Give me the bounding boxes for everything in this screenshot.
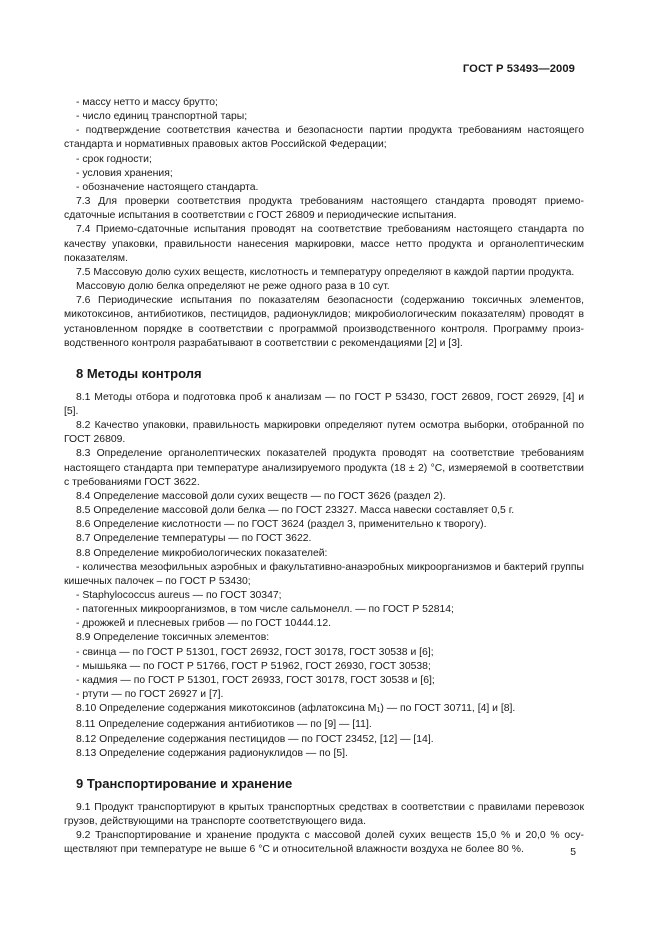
- intro-block: [64, 96, 584, 351]
- paragraph: - условия хранения;: [76, 167, 173, 179]
- page-number: 5: [570, 847, 576, 858]
- paragraph: 8.11 Определение содержания антибиотиков — по [9] — [11].: [76, 719, 372, 731]
- paragraph: 8.6 Определение кислотности — по ГОСТ 3624 (раздел 3, применительно к творогу).: [76, 519, 487, 531]
- section-8-heading: 8 Методы контроля: [76, 365, 202, 381]
- paragraph: - подтверждение соответствия качества и безопасности партии продукта требованиям настоящего стандарта и нормативных правовых актов Российской Федерации;: [64, 125, 584, 151]
- paragraph: 8.13 Определение содержания радионуклидов — по [5].: [76, 747, 348, 759]
- paragraph: 7.6 Периодические испытания по показателям безопасности (содержанию токсичных элементов, микотоксинов, антибиотиков, пестицидов, радионуклидов; микробиологическим показателям) проводят в установленном порядке в соответствии с программой производственного контроля. Программу производственного контроля разрабатывают в соответствии с рекомендациями [2] и [3].: [64, 295, 584, 349]
- paragraph: 8.7 Определение температуры — по ГОСТ 3622.: [76, 533, 312, 545]
- text-segment: 8.10 Определение содержания микотоксинов (афлатоксина М: [76, 703, 377, 715]
- section-8-body: [64, 391, 584, 761]
- paragraph: - ртути — по ГОСТ 26927 и [7].: [76, 689, 224, 701]
- paragraph: Массовую долю белка определяют не реже одного раза в 10 сут.: [76, 281, 390, 293]
- paragraph: 8.3 Определение органолептических показателей продукта проводят на соответствие требованиям настоящего стандарта при температуре анализируемого продукта (18 ± 2) °С, измеряемой в соответствии с требованиями ГОСТ 3622.: [64, 448, 584, 488]
- paragraph: 7.4 Приемо-сдаточные испытания проводят на соответствие требованиям настоящего стандарта по качеству упаковки, правильности нанесения маркировки, массе нетто продукта и органолептическим показателям.: [64, 224, 584, 264]
- subscript: 1: [376, 707, 381, 715]
- paragraph: - число единиц транспортной тары;: [76, 111, 248, 123]
- paragraph: 8.4 Определение массовой доли сухих веществ — по ГОСТ 3626 (раздел 2).: [76, 490, 446, 502]
- paragraph: - количества мезофильных аэробных и факультативно-анаэробных микроорганизмов и бактерий группы кишечных палочек – по ГОСТ Р 53430;: [64, 561, 584, 587]
- paragraph: - дрожжей и плесневых грибов — по ГОСТ 10444.12.: [76, 618, 331, 630]
- paragraph: 8.8 Определение микробиологических показателей:: [76, 547, 328, 559]
- paragraph: 8.5 Определение массовой доли белка — по ГОСТ 23327. Масса навески составляет 0,5 г.: [76, 505, 515, 517]
- paragraph: 7.5 Массовую долю сухих веществ, кислотность и температуру определяют в каждой партии продукта.: [76, 266, 575, 278]
- paragraph: - срок годности;: [76, 153, 152, 165]
- paragraph: - патогенных микроорганизмов, в том числе сальмонелл. — по ГОСТ Р 52814;: [76, 604, 454, 616]
- section-9-heading: 9 Транспортирование и хранение: [76, 775, 293, 791]
- page-content: [64, 96, 584, 858]
- paragraph: - массу нетто и массу брутто;: [76, 97, 218, 108]
- standard-code-header: ГОСТ Р 53493—2009: [462, 63, 575, 75]
- paragraph-8-10: [64, 702, 584, 718]
- paragraph: 9.1 Продукт транспортируют в крытых транспортных средствах в соответствии с правилами перевозок грузов, действующими на транспорте соответствующего вида.: [64, 801, 584, 828]
- section-9-body: [64, 801, 584, 858]
- paragraph: 8.9 Определение токсичных элементов:: [76, 632, 270, 644]
- paragraph: - Staphylococcus aureus — по ГОСТ 30347;: [76, 590, 282, 601]
- paragraph: - мышьяка — по ГОСТ Р 51766, ГОСТ Р 51962, ГОСТ 26930, ГОСТ 30538;: [76, 660, 431, 672]
- paragraph: 7.3 Для проверки соответствия продукта требованиям настоящего стандарта проводят приемо-сдаточные испытания в соответствии с ГОСТ 26809 и периодические испытания.: [64, 196, 584, 222]
- paragraph: 8.12 Определение содержания пестицидов — по ГОСТ 23452, [12] — [14].: [76, 733, 434, 745]
- paragraph: 8.1 Методы отбора и подготовка проб к анализам — по ГОСТ Р 53430, ГОСТ 26809, ГОСТ 26929, [4] и [5].: [64, 391, 584, 417]
- paragraph: 8.2 Качество упаковки, правильность маркировки определяют путем осмотра выборки, отобранной по ГОСТ 26809.: [64, 420, 584, 446]
- paragraph: - обозначение настоящего стандарта.: [76, 181, 259, 193]
- paragraph: - свинца — по ГОСТ Р 51301, ГОСТ 26932, ГОСТ 30178, ГОСТ 30538 и [6];: [76, 646, 434, 658]
- paragraph: 9.2 Транспортирование и хранение продукта с массовой долей сухих веществ 15,0 % и 20,0 % осуществляют при температуре не выше 6 °С и относительной влажности воздуха не более 80 %.: [64, 830, 584, 856]
- paragraph: - кадмия — по ГОСТ Р 51301, ГОСТ 26933, ГОСТ 30178, ГОСТ 30538 и [6];: [76, 674, 435, 686]
- text-segment: ) — по ГОСТ 30711, [4] и [8].: [380, 703, 516, 715]
